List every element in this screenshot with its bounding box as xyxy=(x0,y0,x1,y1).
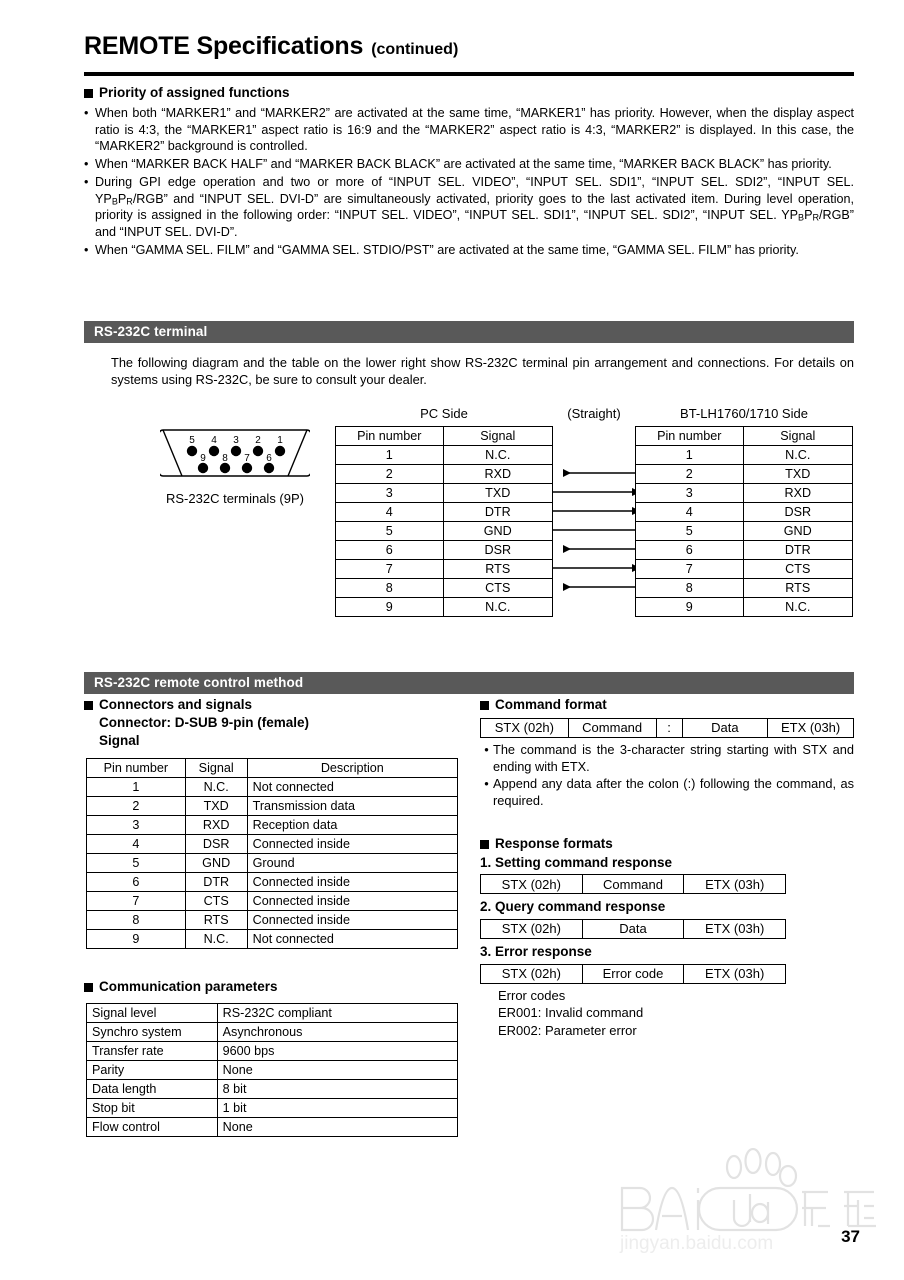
table-row xyxy=(87,1118,458,1137)
signal-cell: TXD xyxy=(185,797,247,816)
pin-number-cell: 7 xyxy=(636,560,744,579)
response-stx-cell: STX (02h) xyxy=(481,964,583,983)
signal-cell: RXD xyxy=(743,484,852,503)
dsub-connector-diagram xyxy=(160,427,310,484)
communication-parameters-label: Communication parameters xyxy=(99,979,278,994)
bullet-dot-icon: • xyxy=(484,741,489,757)
connector-caption: RS-232C terminals (9P) xyxy=(166,491,304,506)
command-format-stx-cell: STX (02h) xyxy=(481,718,569,737)
svg-text:8: 8 xyxy=(222,453,228,464)
command-format-table xyxy=(480,718,854,738)
square-bullet-icon xyxy=(84,983,93,992)
signal-cell: TXD xyxy=(443,484,552,503)
signal-cell: RXD xyxy=(185,816,247,835)
parameter-value-cell: None xyxy=(217,1118,457,1137)
pin-number-cell: 3 xyxy=(336,484,444,503)
command-format-block xyxy=(480,697,854,809)
table-row xyxy=(87,892,458,911)
section-bar-rs232c-terminal-label: RS-232C terminal xyxy=(94,324,208,339)
signal-description-table xyxy=(86,758,458,949)
table-row xyxy=(481,718,854,737)
signal-cell: N.C. xyxy=(443,446,552,465)
pin-number-cell: 3 xyxy=(87,816,186,835)
pin-number-cell: 9 xyxy=(87,930,186,949)
description-cell: Not connected xyxy=(247,930,457,949)
pin-number-cell: 7 xyxy=(336,560,444,579)
priority-heading-label: Priority of assigned functions xyxy=(99,85,290,100)
table-row xyxy=(636,560,853,579)
parameter-value-cell: Asynchronous xyxy=(217,1023,457,1042)
signal-cell: GND xyxy=(185,854,247,873)
signal-cell: CTS xyxy=(743,560,852,579)
pin-number-cell: 5 xyxy=(336,522,444,541)
pc-side-pin-table xyxy=(335,426,553,617)
table-row xyxy=(636,579,853,598)
parameter-value-cell: 1 bit xyxy=(217,1099,457,1118)
table-row xyxy=(87,778,458,797)
column-header: Signal xyxy=(443,427,552,446)
section-bar-remote-control-label: RS-232C remote control method xyxy=(94,675,304,690)
signal-cell: CTS xyxy=(443,579,552,598)
bullet-dot-icon: • xyxy=(84,242,89,257)
table-row xyxy=(87,1080,458,1099)
error-response-table xyxy=(480,964,786,984)
pin-number-cell: 6 xyxy=(636,541,744,560)
signal-cell: RTS xyxy=(185,911,247,930)
bullet-dot-icon: • xyxy=(484,775,489,791)
list-item xyxy=(480,742,854,776)
parameter-name-cell: Stop bit xyxy=(87,1099,218,1118)
command-format-colon-cell: : xyxy=(656,718,682,737)
pin-number-cell: 4 xyxy=(336,503,444,522)
response-formats-block xyxy=(480,836,854,1040)
list-item xyxy=(84,242,854,259)
pin-number-cell: 2 xyxy=(636,465,744,484)
column-header: Pin number xyxy=(336,427,444,446)
table-row xyxy=(336,446,553,465)
response-stx-cell: STX (02h) xyxy=(481,919,583,938)
pin-number-cell: 2 xyxy=(87,797,186,816)
pin-number-cell: 8 xyxy=(636,579,744,598)
pin-number-cell: 8 xyxy=(336,579,444,598)
signal-cell: TXD xyxy=(743,465,852,484)
watermark-url: jingyan.baidu.com xyxy=(620,1233,774,1254)
priority-of-assigned-functions-section xyxy=(84,85,854,258)
priority-bullet-1: When both “MARKER1” and “MARKER2” are activated at the same time, “MARKER1” has priority. However, when the display aspect ratio is 4:3, the “MARKER1” aspect ratio is 16:9 and the “MARKER2” aspect ratio is 4:3, “MARKER2” is displayed. In this case, the “MARKER2” background is controlled. xyxy=(95,105,854,154)
pin-number-cell: 4 xyxy=(636,503,744,522)
priority-bullet-3: During GPI edge operation and two or more of “INPUT SEL. VIDEO”, “INPUT SEL. SDI1”, “INPUT SEL. SDI2”, “INPUT SEL. YPBPR/RGB” and “INPUT SEL. DVI-D” are simultaneously activated, priority goes to the last activated item. During level operation, priority is assigned in the following order: “INPUT SEL. VIDEO”, “INPUT SEL. SDI1”, “INPUT SEL. SDI2”, “INPUT SEL. YPBPR/RGB” and “INPUT SEL. DVI-D”. xyxy=(95,174,854,240)
description-cell: Connected inside xyxy=(247,892,457,911)
signal-cell: N.C. xyxy=(185,778,247,797)
bullet-dot-icon: • xyxy=(84,157,89,172)
table-row xyxy=(636,522,853,541)
setting-command-response-title: 1. Setting command response xyxy=(480,854,673,870)
table-row xyxy=(87,911,458,930)
table-row xyxy=(336,541,553,560)
description-cell: Connected inside xyxy=(247,911,457,930)
response-formats-heading xyxy=(480,836,854,853)
table-row xyxy=(87,1099,458,1118)
svg-text:2: 2 xyxy=(255,435,261,446)
table-header-row xyxy=(87,759,458,778)
description-cell: Reception data xyxy=(247,816,457,835)
page-title-continued: (continued) xyxy=(371,41,459,58)
description-cell: Not connected xyxy=(247,778,457,797)
response-command-cell: Command xyxy=(582,875,684,894)
table-row xyxy=(87,1042,458,1061)
svg-text:5: 5 xyxy=(189,435,195,446)
error-codes-block xyxy=(480,987,854,1040)
table-row xyxy=(87,873,458,892)
pin-number-cell: 7 xyxy=(87,892,186,911)
table-row xyxy=(336,579,553,598)
list-item xyxy=(84,156,854,173)
dsub-connector-icon xyxy=(160,427,310,479)
column-header: Pin number xyxy=(636,427,744,446)
signal-cell: DSR xyxy=(743,503,852,522)
table-row xyxy=(636,446,853,465)
svg-text:9: 9 xyxy=(200,453,206,464)
svg-text:1: 1 xyxy=(277,435,283,446)
signal-subheading: Signal xyxy=(99,732,140,748)
section-bar-rs232c-terminal xyxy=(84,321,854,343)
parameter-name-cell: Data length xyxy=(87,1080,218,1099)
svg-text:3: 3 xyxy=(233,435,239,446)
priority-heading xyxy=(84,85,854,102)
command-format-label: Command format xyxy=(495,697,607,712)
command-format-etx-cell: ETX (03h) xyxy=(768,718,854,737)
page-number: 37 xyxy=(841,1227,860,1246)
list-item xyxy=(480,776,854,810)
table-row xyxy=(336,560,553,579)
table-row xyxy=(481,875,786,894)
signal-cell: N.C. xyxy=(743,446,852,465)
pin-number-cell: 4 xyxy=(87,835,186,854)
pin-number-cell: 5 xyxy=(636,522,744,541)
table-row xyxy=(87,930,458,949)
setting-command-response-table xyxy=(480,874,786,894)
pin-number-cell: 6 xyxy=(336,541,444,560)
straight-label: (Straight) xyxy=(567,406,621,421)
signal-cell: N.C. xyxy=(185,930,247,949)
signal-cell: RTS xyxy=(743,579,852,598)
response-formats-label: Response formats xyxy=(495,836,613,851)
table-row xyxy=(87,797,458,816)
command-format-heading xyxy=(480,697,854,714)
response-data-cell: Data xyxy=(582,919,684,938)
table-row xyxy=(336,503,553,522)
parameter-name-cell: Signal level xyxy=(87,1004,218,1023)
table-row xyxy=(336,484,553,503)
pin-number-cell: 3 xyxy=(636,484,744,503)
signal-cell: DSR xyxy=(443,541,552,560)
table-row xyxy=(336,522,553,541)
priority-bullet-2: When “MARKER BACK HALF” and “MARKER BACK BLACK” are activated at the same time, “MARKER BACK BLACK” has priority. xyxy=(95,157,832,172)
command-format-data-cell: Data xyxy=(682,718,768,737)
bullet-dot-icon: • xyxy=(84,174,89,189)
table-row xyxy=(336,598,553,617)
response-error-code-cell: Error code xyxy=(582,964,684,983)
pin-number-cell: 1 xyxy=(336,446,444,465)
pin-number-cell: 8 xyxy=(87,911,186,930)
parameter-name-cell: Transfer rate xyxy=(87,1042,218,1061)
description-cell: Connected inside xyxy=(247,873,457,892)
query-command-response-title: 2. Query command response xyxy=(480,899,666,915)
table-row xyxy=(636,484,853,503)
section-bar-rs232c-remote-control-method xyxy=(84,672,854,694)
page-title xyxy=(84,32,854,61)
table-row xyxy=(481,919,786,938)
pin-number-cell: 1 xyxy=(87,778,186,797)
column-header: Signal xyxy=(743,427,852,446)
bullet-dot-icon: • xyxy=(84,105,89,120)
signal-cell: RXD xyxy=(443,465,552,484)
pin-number-cell: 1 xyxy=(636,446,744,465)
error-code-er002: ER002: Parameter error xyxy=(498,1022,637,1038)
device-side-label: BT-LH1760/1710 Side xyxy=(680,406,808,421)
parameter-value-cell: RS-232C compliant xyxy=(217,1004,457,1023)
table-header-row xyxy=(336,427,553,446)
signal-cell: DTR xyxy=(743,541,852,560)
svg-text:6: 6 xyxy=(266,453,272,464)
communication-parameters-heading xyxy=(84,979,464,996)
signal-cell: CTS xyxy=(185,892,247,911)
title-divider xyxy=(84,72,854,76)
connection-arrows-diagram xyxy=(553,426,635,644)
table-row xyxy=(87,835,458,854)
communication-parameters-table xyxy=(86,1003,458,1137)
command-format-note-1: The command is the 3-character string starting with STX and ending with ETX. xyxy=(493,741,854,774)
response-etx-cell: ETX (03h) xyxy=(684,875,786,894)
table-row xyxy=(636,465,853,484)
signal-cell: GND xyxy=(743,522,852,541)
table-row xyxy=(636,598,853,617)
table-row xyxy=(481,964,786,983)
signal-cell: DTR xyxy=(443,503,552,522)
table-row xyxy=(636,503,853,522)
error-response-title: 3. Error response xyxy=(480,943,592,959)
column-header: Signal xyxy=(185,759,247,778)
signal-cell: DSR xyxy=(185,835,247,854)
signal-cell: GND xyxy=(443,522,552,541)
response-etx-cell: ETX (03h) xyxy=(684,919,786,938)
list-item xyxy=(84,174,854,241)
svg-text:4: 4 xyxy=(211,435,217,446)
response-etx-cell: ETX (03h) xyxy=(684,964,786,983)
signal-cell: DTR xyxy=(185,873,247,892)
query-command-response-table xyxy=(480,919,786,939)
error-codes-label: Error codes xyxy=(498,987,566,1003)
square-bullet-icon xyxy=(84,701,93,710)
rs232c-terminal-paragraph: The following diagram and the table on the lower right show RS-232C terminal pin arrangement and connections. For details on systems using RS-232C, be sure to consult your dealer. xyxy=(111,355,854,388)
table-row xyxy=(87,816,458,835)
pc-side-label: PC Side xyxy=(420,406,468,421)
parameter-name-cell: Flow control xyxy=(87,1118,218,1137)
column-header: Pin number xyxy=(87,759,186,778)
error-code-er001: ER001: Invalid command xyxy=(498,1005,644,1021)
parameter-value-cell: None xyxy=(217,1061,457,1080)
table-row xyxy=(87,1023,458,1042)
column-header: Description xyxy=(247,759,457,778)
parameter-value-cell: 8 bit xyxy=(217,1080,457,1099)
priority-bullet-4: When “GAMMA SEL. FILM” and “GAMMA SEL. STDIO/PST” are activated at the same time, “GAMMA SEL. FILM” has priority. xyxy=(95,242,799,257)
command-format-note-2: Append any data after the colon (:) following the command, as required. xyxy=(493,775,854,808)
table-row xyxy=(87,854,458,873)
signal-cell: N.C. xyxy=(743,598,852,617)
svg-text:7: 7 xyxy=(244,453,250,464)
connectors-and-signals-label: Connectors and signals xyxy=(99,697,253,712)
parameter-value-cell: 9600 bps xyxy=(217,1042,457,1061)
square-bullet-icon xyxy=(480,701,489,710)
table-row xyxy=(336,465,553,484)
description-cell: Connected inside xyxy=(247,835,457,854)
pin-number-cell: 9 xyxy=(336,598,444,617)
connector-type-line: Connector: D-SUB 9-pin (female) xyxy=(99,714,310,730)
pin-number-cell: 9 xyxy=(636,598,744,617)
description-cell: Transmission data xyxy=(247,797,457,816)
table-row xyxy=(636,541,853,560)
square-bullet-icon xyxy=(84,89,93,98)
signal-cell: N.C. xyxy=(443,598,552,617)
table-header-row xyxy=(636,427,853,446)
table-row xyxy=(87,1004,458,1023)
square-bullet-icon xyxy=(480,840,489,849)
device-side-pin-table xyxy=(635,426,853,617)
table-row xyxy=(87,1061,458,1080)
response-stx-cell: STX (02h) xyxy=(481,875,583,894)
signal-cell: RTS xyxy=(443,560,552,579)
parameter-name-cell: Synchro system xyxy=(87,1023,218,1042)
pin-number-cell: 6 xyxy=(87,873,186,892)
pin-number-cell: 2 xyxy=(336,465,444,484)
parameter-name-cell: Parity xyxy=(87,1061,218,1080)
pin-number-cell: 5 xyxy=(87,854,186,873)
command-format-command-cell: Command xyxy=(568,718,656,737)
page-title-main: REMOTE Specifications xyxy=(84,32,364,60)
description-cell: Ground xyxy=(247,854,457,873)
connectors-and-signals-heading xyxy=(84,697,464,714)
list-item xyxy=(84,105,854,155)
connectors-and-signals-block xyxy=(84,697,464,750)
